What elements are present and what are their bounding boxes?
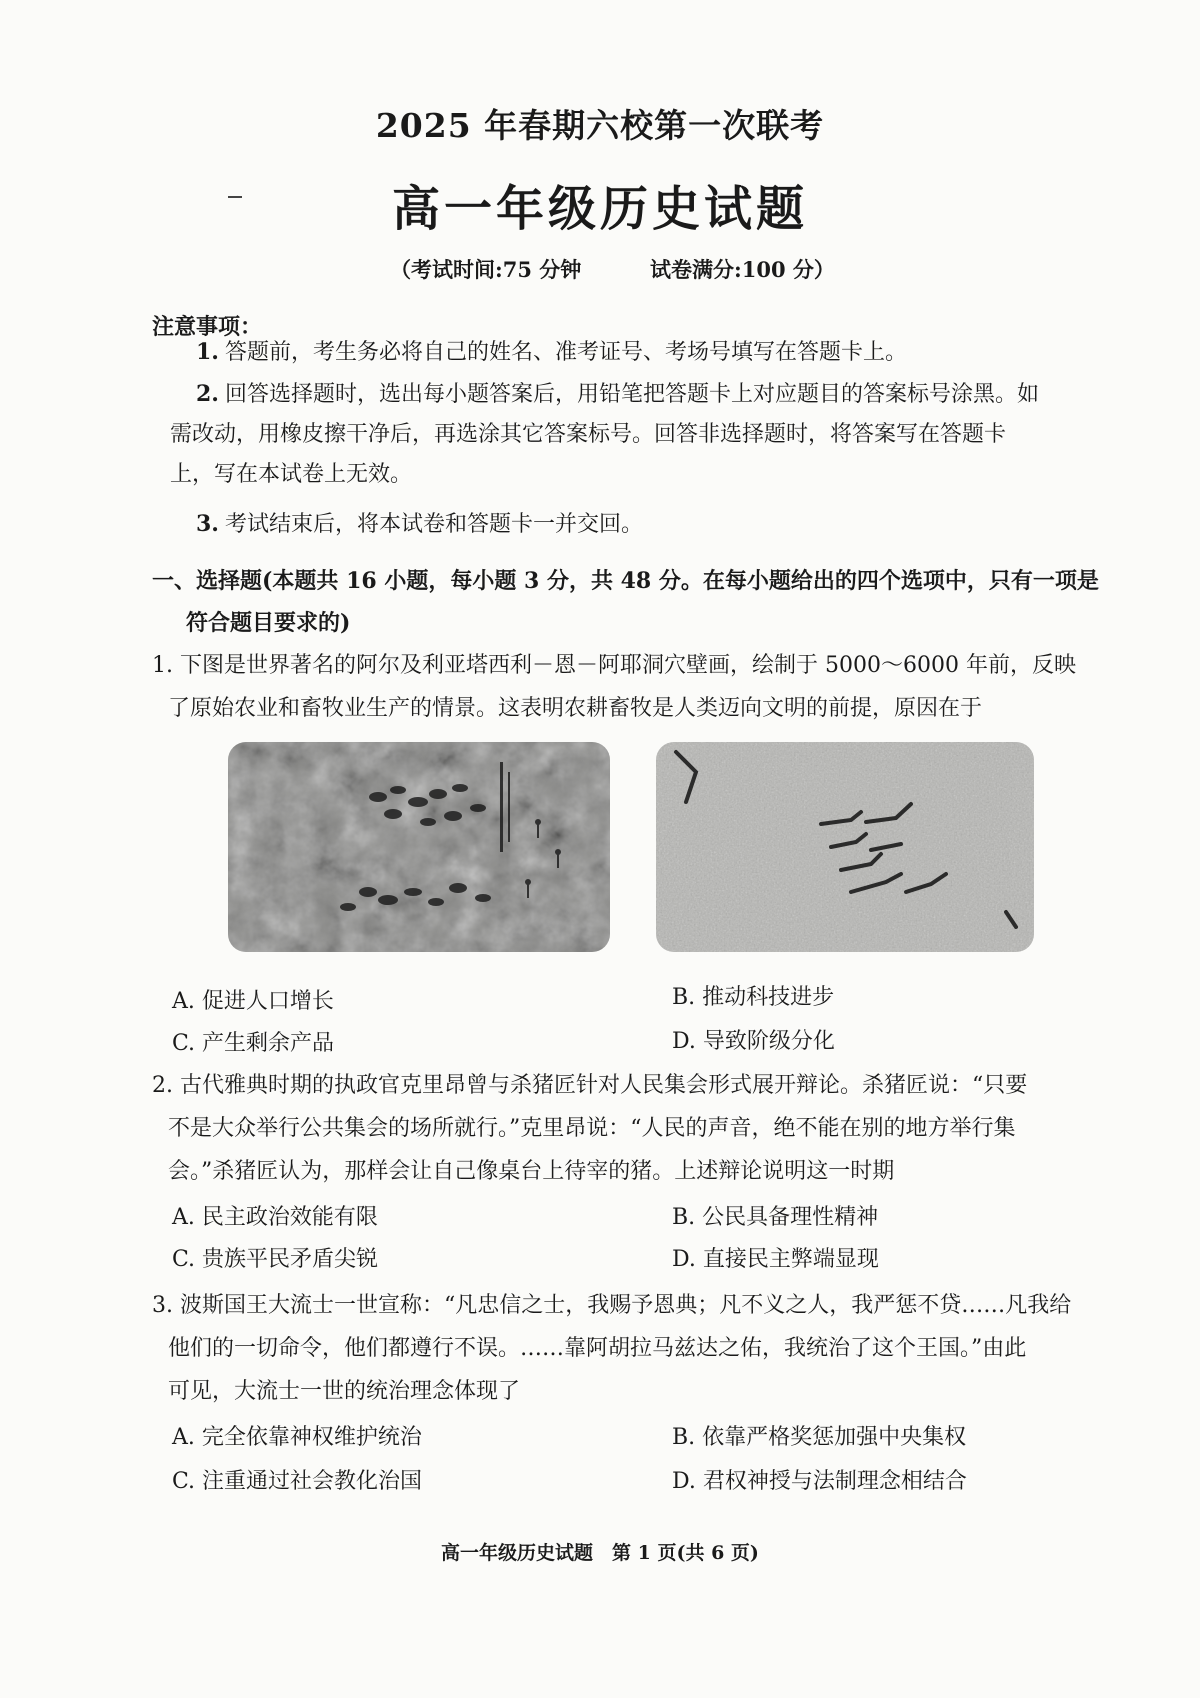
q2-option-c: C. 贵族平民矛盾尖锐	[172, 1247, 379, 1272]
notice-num: 1.	[196, 339, 219, 365]
exam-time: （考试时间:75 分钟	[390, 257, 582, 282]
exam-title: 2025 年春期六校第一次联考	[375, 106, 825, 145]
q2-option-a: A. 民主政治效能有限	[172, 1205, 378, 1230]
notice-text-line3: 上，写在本试卷上无效。	[170, 462, 413, 487]
section-heading-line1: 一、选择题(本题共 16 小题，每小题 3 分，共 48 分。在每小题给出的四个选项中，只有一项是	[152, 568, 1099, 594]
notice-num: 3.	[196, 511, 219, 537]
question-3	[152, 1284, 1102, 1413]
question-text-line3: 会。”杀猪匠认为，那样会让自己像桌台上待宰的猪。上述辩论说明这一时期	[168, 1159, 895, 1184]
notice-text-line2: 需改动，用橡皮擦干净后，再选涂其它答案标号。回答非选择题时，将答案写在答题卡	[170, 422, 1007, 447]
notice-item-2	[170, 374, 1096, 495]
notice-num: 2.	[196, 381, 219, 407]
question-text-line2: 他们的一切命令，他们都遵行不误。……靠阿胡拉马兹达之佑，我统治了这个王国。”由此	[168, 1336, 1027, 1361]
q1-option-c: C. 产生剩余产品	[172, 1031, 335, 1056]
section-heading	[152, 560, 1102, 644]
q2-option-d: D. 直接民主弊端显现	[672, 1247, 879, 1272]
question-text-line2: 了原始农业和畜牧业生产的情景。这表明农耕畜牧是人类迈向文明的前提，原因在于	[168, 696, 983, 721]
question-text-line1: 3. 波斯国王大流士一世宣称：“凡忠信之士，我赐予恩典；凡不义之人，我严惩不贷……凡我给	[152, 1293, 1072, 1318]
q3-option-b: B. 依靠严格奖惩加强中央集权	[672, 1425, 967, 1450]
q3-option-d: D. 君权神授与法制理念相结合	[672, 1469, 967, 1494]
question-text-line1: 2. 古代雅典时期的执政官克里昂曾与杀猪匠针对人民集会形式展开辩论。杀猪匠说：“只要	[152, 1073, 1028, 1098]
question-text-line2: 不是大众举行公共集会的场所就行。”克里昂说：“人民的声音，绝不能在别的地方举行集	[168, 1116, 1016, 1141]
cave-painting-left	[228, 742, 610, 952]
question-text-line1: 1. 下图是世界著名的阿尔及利亚塔西利－恩－阿耶洞穴壁画，绘制于 5000～6000 年前，反映	[152, 653, 1076, 678]
page-footer: 高一年级历史试题 第 1 页(共 6 页)	[441, 1542, 759, 1564]
q3-option-a: A. 完全依靠神权维护统治	[172, 1425, 422, 1450]
notice-text: 考试结束后，将本试卷和答题卡一并交回。	[224, 512, 643, 537]
notice-item-3	[196, 504, 1096, 545]
section-heading-line2: 符合题目要求的)	[186, 610, 351, 636]
subject-title: 高一年级历史试题	[391, 181, 808, 237]
notice-item-1	[196, 332, 1096, 373]
question-text-line3: 可见，大流士一世的统治理念体现了	[168, 1379, 521, 1404]
notice-heading: 注意事项：	[152, 314, 263, 340]
q1-option-b: B. 推动科技进步	[672, 985, 835, 1010]
notice-text: 答题前，考生务必将自己的姓名、准考证号、考场号填写在答题卡上。	[224, 340, 907, 365]
q3-option-c: C. 注重通过社会教化治国	[172, 1469, 423, 1494]
notice-text-line1: 回答选择题时，选出每小题答案后，用铅笔把答题卡上对应题目的答案标号涂黑。如	[224, 382, 1039, 407]
exam-score: 试卷满分:100 分）	[650, 257, 835, 282]
question-2	[152, 1064, 1102, 1193]
cave-painting-right	[656, 742, 1034, 952]
q2-option-b: B. 公民具备理性精神	[672, 1205, 879, 1230]
question-1	[152, 644, 1102, 730]
q1-option-d: D. 导致阶级分化	[672, 1029, 835, 1054]
q1-option-a: A. 促进人口增长	[172, 989, 334, 1014]
